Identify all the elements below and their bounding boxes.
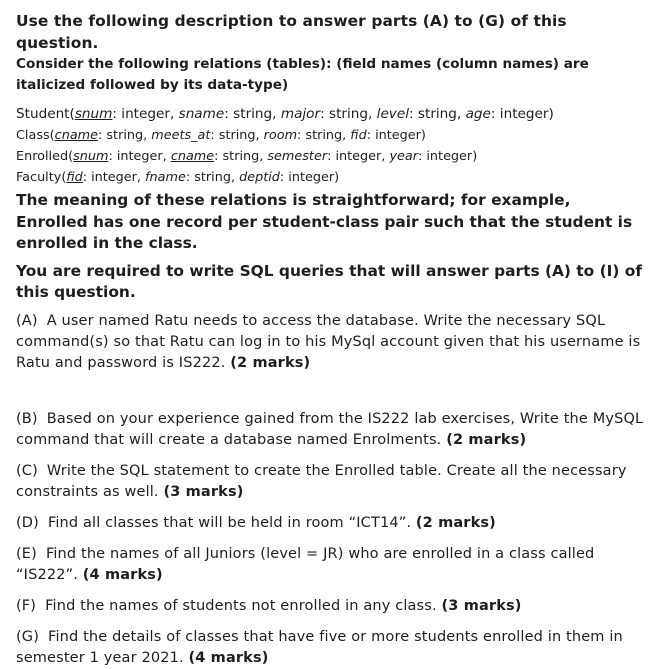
question-marks: (3 marks) (163, 483, 244, 500)
question-text: Find the details of classes that have five or more students enrolled in them in semester 1 year 2021. (16, 628, 623, 666)
relation-student (16, 104, 646, 125)
field-type: : string, (320, 106, 377, 122)
question-c (16, 461, 646, 503)
field-type: : integer) (418, 149, 478, 164)
field-type: : integer, (327, 149, 390, 164)
question-label: (B) (16, 410, 38, 427)
question-text: Based on your experience gained from the IS222 lab exercises, Write the MySQL command that will create a database named Enrolments. (16, 410, 644, 448)
question-label: (G) (16, 628, 40, 645)
field-name: deptid (239, 170, 280, 185)
question-d (16, 513, 646, 534)
field-name: year (389, 149, 418, 164)
relations-list (16, 104, 646, 188)
field-type: : integer, (82, 170, 146, 185)
field-name: major (280, 106, 321, 122)
question-text: Find all classes that will be held in room “ICT14”. (47, 514, 416, 531)
field-name: level (376, 106, 409, 122)
question-text: Find the names of students not enrolled in any class. (45, 597, 442, 614)
question-label: (C) (16, 462, 38, 479)
question-marks: (4 marks) (82, 566, 163, 583)
field-name: semester (267, 149, 328, 164)
question-e (16, 544, 646, 586)
meaning-paragraph: The meaning of these relations is straightforward; for example, Enrolled has one record per student-class pair such that the student is enrolled in the class. (16, 191, 633, 252)
field-name: cname (54, 128, 98, 143)
relation-table-name: Student( (16, 106, 75, 122)
field-type: : integer) (366, 128, 426, 143)
question-marks: (2 marks) (415, 514, 496, 531)
field-type: : integer, (112, 106, 179, 122)
field-name: fname (145, 170, 186, 185)
field-type: : string, (214, 149, 268, 164)
question-label: (D) (16, 514, 39, 531)
question-text: Write the SQL statement to create the Enrolled table. Create all the necessary constraints as well. (16, 462, 627, 500)
field-name: room (263, 128, 298, 143)
field-type: : string, (185, 170, 240, 185)
question-marks: (4 marks) (188, 649, 269, 666)
field-type: : integer) (490, 106, 554, 122)
field-name: fid (66, 170, 83, 185)
question-g (16, 627, 646, 669)
question-a (16, 311, 646, 374)
instruction-paragraph: You are required to write SQL queries that will answer parts (A) to (I) of this question. (16, 261, 643, 301)
question-marks: (2 marks) (446, 431, 527, 448)
question-label: (A) (16, 312, 38, 329)
field-type: : string, (297, 128, 351, 143)
field-name: age (465, 106, 491, 122)
field-name: fid (350, 128, 367, 143)
intro-title: Use the following description to answer parts (A) to (G) of this question. (16, 12, 567, 52)
question-label: (E) (16, 545, 37, 562)
field-type: : string, (210, 128, 264, 143)
question-text: Find the names of all Juniors (level = JR) who are enrolled in a class called “IS222”. (16, 545, 595, 583)
question-marks: (2 marks) (230, 354, 311, 371)
question-text: A user named Ratu needs to access the database. Write the necessary SQL command(s) so that Ratu can log in to his MySql account given that his username is Ratu and password is IS222. (16, 312, 641, 371)
question-marks: (3 marks) (441, 597, 522, 614)
field-name: snum (73, 149, 109, 164)
field-type: : string, (98, 128, 152, 143)
relation-table-name: Enrolled( (16, 149, 74, 164)
field-name: sname (178, 106, 225, 122)
relation-faculty (16, 167, 646, 188)
question-f (16, 596, 646, 617)
question-document (16, 10, 646, 669)
field-type: : integer) (279, 170, 340, 185)
field-type: : string, (224, 106, 281, 122)
field-name: meets_at (151, 128, 211, 143)
relation-enrolled (16, 146, 646, 167)
intro-subtitle: Consider the following relations (tables): (field names (column names) are italicized followed by its data-type) (16, 56, 589, 93)
field-type: : integer, (108, 149, 171, 164)
question-label: (F) (16, 597, 37, 614)
field-name: snum (74, 106, 113, 122)
questions-list (16, 311, 646, 669)
relation-table-name: Class( (16, 128, 55, 143)
field-name: cname (170, 149, 215, 164)
relation-table-name: Faculty( (16, 170, 67, 185)
field-type: : string, (409, 106, 466, 122)
relation-class (16, 125, 646, 146)
question-b (16, 409, 646, 451)
